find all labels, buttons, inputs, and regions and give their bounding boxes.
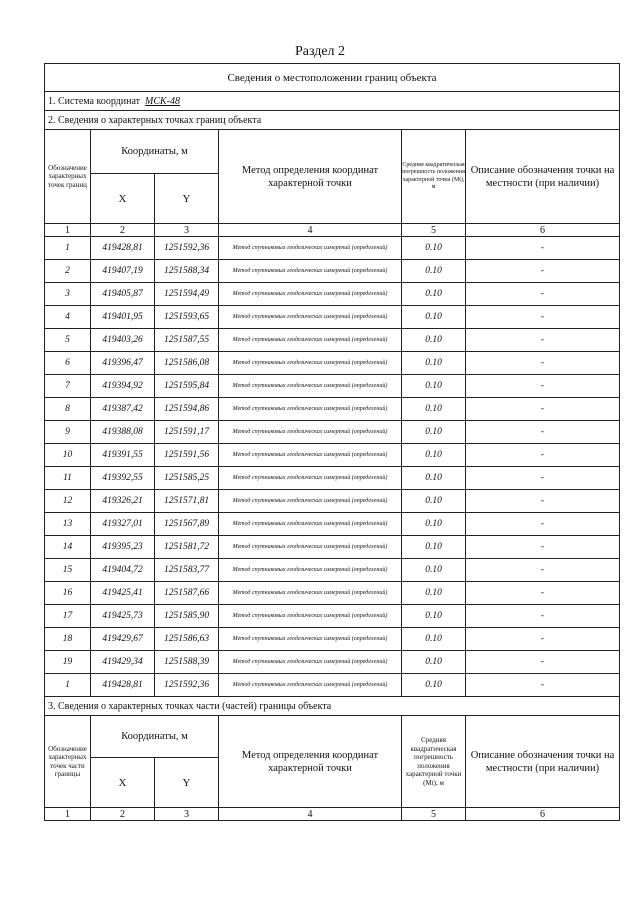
point-description: - [466,375,620,398]
point-description: - [466,237,620,260]
header3-accuracy: Средняя квадратическая погрешность положения характерной точки (Mt), м [402,716,466,808]
point-row [45,329,620,352]
point-accuracy: 0.10 [402,260,466,283]
point-method: Метод спутниковых геодезических измерений (определений) [219,467,402,490]
section-3-title: 3. Сведения о характерных точках части (частей) границы объекта [45,697,620,716]
point-number: 16 [45,582,91,605]
point-number: 17 [45,605,91,628]
point-y: 1251567,89 [155,513,219,536]
point-number: 1 [45,674,91,697]
point-description: - [466,513,620,536]
header-method: Метод определения координат характерной точки [219,130,402,224]
point-accuracy: 0.10 [402,444,466,467]
point-number: 13 [45,513,91,536]
point-row [45,651,620,674]
point-y: 1251581,72 [155,536,219,559]
column-number-row [45,808,620,821]
point-accuracy: 0.10 [402,398,466,421]
point-accuracy: 0.10 [402,582,466,605]
point-y: 1251583,77 [155,559,219,582]
point-number: 5 [45,329,91,352]
point-number: 14 [45,536,91,559]
point-x: 419425,73 [91,605,155,628]
point-number: 7 [45,375,91,398]
point-row [45,674,620,697]
column-number: 6 [466,224,620,237]
point-row [45,260,620,283]
section-2-title: 2. Сведения о характерных точках границ объекта [45,111,620,130]
point-description: - [466,444,620,467]
point-y: 1251586,63 [155,628,219,651]
column-number: 2 [91,224,155,237]
point-number: 18 [45,628,91,651]
point-row [45,513,620,536]
point-method: Метод спутниковых геодезических измерений (определений) [219,651,402,674]
boundary-table [44,63,620,821]
point-row [45,306,620,329]
point-row [45,421,620,444]
point-description: - [466,260,620,283]
point-y: 1251592,36 [155,237,219,260]
point-y: 1251593,65 [155,306,219,329]
column-number: 5 [402,808,466,821]
column-number: 5 [402,224,466,237]
point-row [45,283,620,306]
coord-system-value: МСК-48 [145,95,181,107]
point-method: Метод спутниковых геодезических измерений (определений) [219,375,402,398]
column-number: 6 [466,808,620,821]
point-x: 419326,21 [91,490,155,513]
point-method: Метод спутниковых геодезических измерений (определений) [219,237,402,260]
point-y: 1251591,56 [155,444,219,467]
point-y: 1251591,17 [155,421,219,444]
point-y: 1251588,39 [155,651,219,674]
point-number: 9 [45,421,91,444]
column-number: 1 [45,808,91,821]
point-row [45,467,620,490]
header-coordinates: Координаты, м [91,130,219,174]
coord-system-label: 1. Система координат [48,95,141,107]
point-x: 419387,42 [91,398,155,421]
point-number: 19 [45,651,91,674]
page-title: Раздел 2 [294,44,346,59]
point-accuracy: 0.10 [402,651,466,674]
point-method: Метод спутниковых геодезических измерений (определений) [219,536,402,559]
point-x: 419388,08 [91,421,155,444]
point-description: - [466,605,620,628]
point-x: 419403,26 [91,329,155,352]
point-description: - [466,628,620,651]
point-number: 11 [45,467,91,490]
point-y: 1251592,36 [155,674,219,697]
point-x: 419401,95 [91,306,155,329]
point-description: - [466,352,620,375]
header3-y: Y [155,758,219,808]
column-number: 1 [45,224,91,237]
point-description: - [466,536,620,559]
point-accuracy: 0.10 [402,559,466,582]
point-y: 1251594,86 [155,398,219,421]
point-accuracy: 0.10 [402,352,466,375]
point-y: 1251594,49 [155,283,219,306]
point-method: Метод спутниковых геодезических измерений (определений) [219,628,402,651]
column-number: 2 [91,808,155,821]
point-y: 1251588,34 [155,260,219,283]
point-x: 419425,41 [91,582,155,605]
point-x: 419391,55 [91,444,155,467]
point-row [45,490,620,513]
point-y: 1251571,81 [155,490,219,513]
point-method: Метод спутниковых геодезических измерений (определений) [219,605,402,628]
point-x: 419429,67 [91,628,155,651]
point-number: 4 [45,306,91,329]
header3-description: Описание обозначения точки на местности (при наличии) [466,716,620,808]
header3-method: Метод определения координат характерной точки [219,716,402,808]
point-accuracy: 0.10 [402,421,466,444]
point-description: - [466,467,620,490]
header3-coordinates: Координаты, м [91,716,219,758]
point-method: Метод спутниковых геодезических измерений (определений) [219,513,402,536]
point-x: 419392,55 [91,467,155,490]
point-accuracy: 0.10 [402,628,466,651]
point-description: - [466,329,620,352]
point-number: 6 [45,352,91,375]
point-row [45,398,620,421]
point-description: - [466,306,620,329]
point-number: 2 [45,260,91,283]
point-accuracy: 0.10 [402,674,466,697]
point-y: 1251587,66 [155,582,219,605]
point-x: 419404,72 [91,559,155,582]
point-description: - [466,674,620,697]
point-row [45,582,620,605]
point-row [45,237,620,260]
point-x: 419405,87 [91,283,155,306]
point-number: 12 [45,490,91,513]
header-accuracy: Средняя квадратическая погрешность положения характерной точки (Mt), м [402,130,466,224]
point-x: 419327,01 [91,513,155,536]
point-x: 419429,34 [91,651,155,674]
point-y: 1251586,08 [155,352,219,375]
point-y: 1251595,84 [155,375,219,398]
point-x: 419394,92 [91,375,155,398]
column-number-row [45,224,620,237]
point-accuracy: 0.10 [402,329,466,352]
point-method: Метод спутниковых геодезических измерений (определений) [219,352,402,375]
point-y: 1251587,55 [155,329,219,352]
point-x: 419428,81 [91,674,155,697]
column-number: 4 [219,808,402,821]
point-accuracy: 0.10 [402,536,466,559]
header3-point-label: Обозначение характерных точек части границы [45,716,91,808]
main-title: Сведения о местоположении границ объекта [45,64,620,92]
point-number: 8 [45,398,91,421]
point-method: Метод спутниковых геодезических измерений (определений) [219,329,402,352]
point-description: - [466,398,620,421]
point-description: - [466,490,620,513]
point-description: - [466,651,620,674]
point-row [45,444,620,467]
point-method: Метод спутниковых геодезических измерений (определений) [219,398,402,421]
point-method: Метод спутниковых геодезических измерений (определений) [219,674,402,697]
point-accuracy: 0.10 [402,375,466,398]
point-y: 1251585,25 [155,467,219,490]
point-x: 419396,47 [91,352,155,375]
point-description: - [466,582,620,605]
point-row [45,559,620,582]
point-method: Метод спутниковых геодезических измерений (определений) [219,260,402,283]
header-y: Y [155,174,219,224]
point-method: Метод спутниковых геодезических измерений (определений) [219,306,402,329]
header-point-label: Обозначение характерных точек границ [45,130,91,224]
column-number: 3 [155,808,219,821]
point-method: Метод спутниковых геодезических измерений (определений) [219,283,402,306]
point-method: Метод спутниковых геодезических измерений (определений) [219,559,402,582]
point-accuracy: 0.10 [402,605,466,628]
point-description: - [466,283,620,306]
point-number: 3 [45,283,91,306]
column-number: 3 [155,224,219,237]
point-x: 419407,19 [91,260,155,283]
point-row [45,536,620,559]
point-description: - [466,559,620,582]
column-number: 4 [219,224,402,237]
point-accuracy: 0.10 [402,467,466,490]
point-accuracy: 0.10 [402,283,466,306]
point-number: 10 [45,444,91,467]
point-accuracy: 0.10 [402,490,466,513]
point-method: Метод спутниковых геодезических измерений (определений) [219,421,402,444]
point-x: 419395,23 [91,536,155,559]
point-method: Метод спутниковых геодезических измерений (определений) [219,444,402,467]
point-number: 15 [45,559,91,582]
point-description: - [466,421,620,444]
coord-system-line [45,92,620,111]
header-description: Описание обозначения точки на местности (при наличии) [466,130,620,224]
point-row [45,352,620,375]
point-x: 419428,81 [91,237,155,260]
point-accuracy: 0.10 [402,306,466,329]
point-accuracy: 0.10 [402,513,466,536]
point-method: Метод спутниковых геодезических измерений (определений) [219,490,402,513]
point-row [45,375,620,398]
point-row [45,605,620,628]
point-method: Метод спутниковых геодезических измерений (определений) [219,582,402,605]
point-y: 1251585,90 [155,605,219,628]
point-row [45,628,620,651]
point-accuracy: 0.10 [402,237,466,260]
header-x: X [91,174,155,224]
point-number: 1 [45,237,91,260]
header3-x: X [91,758,155,808]
